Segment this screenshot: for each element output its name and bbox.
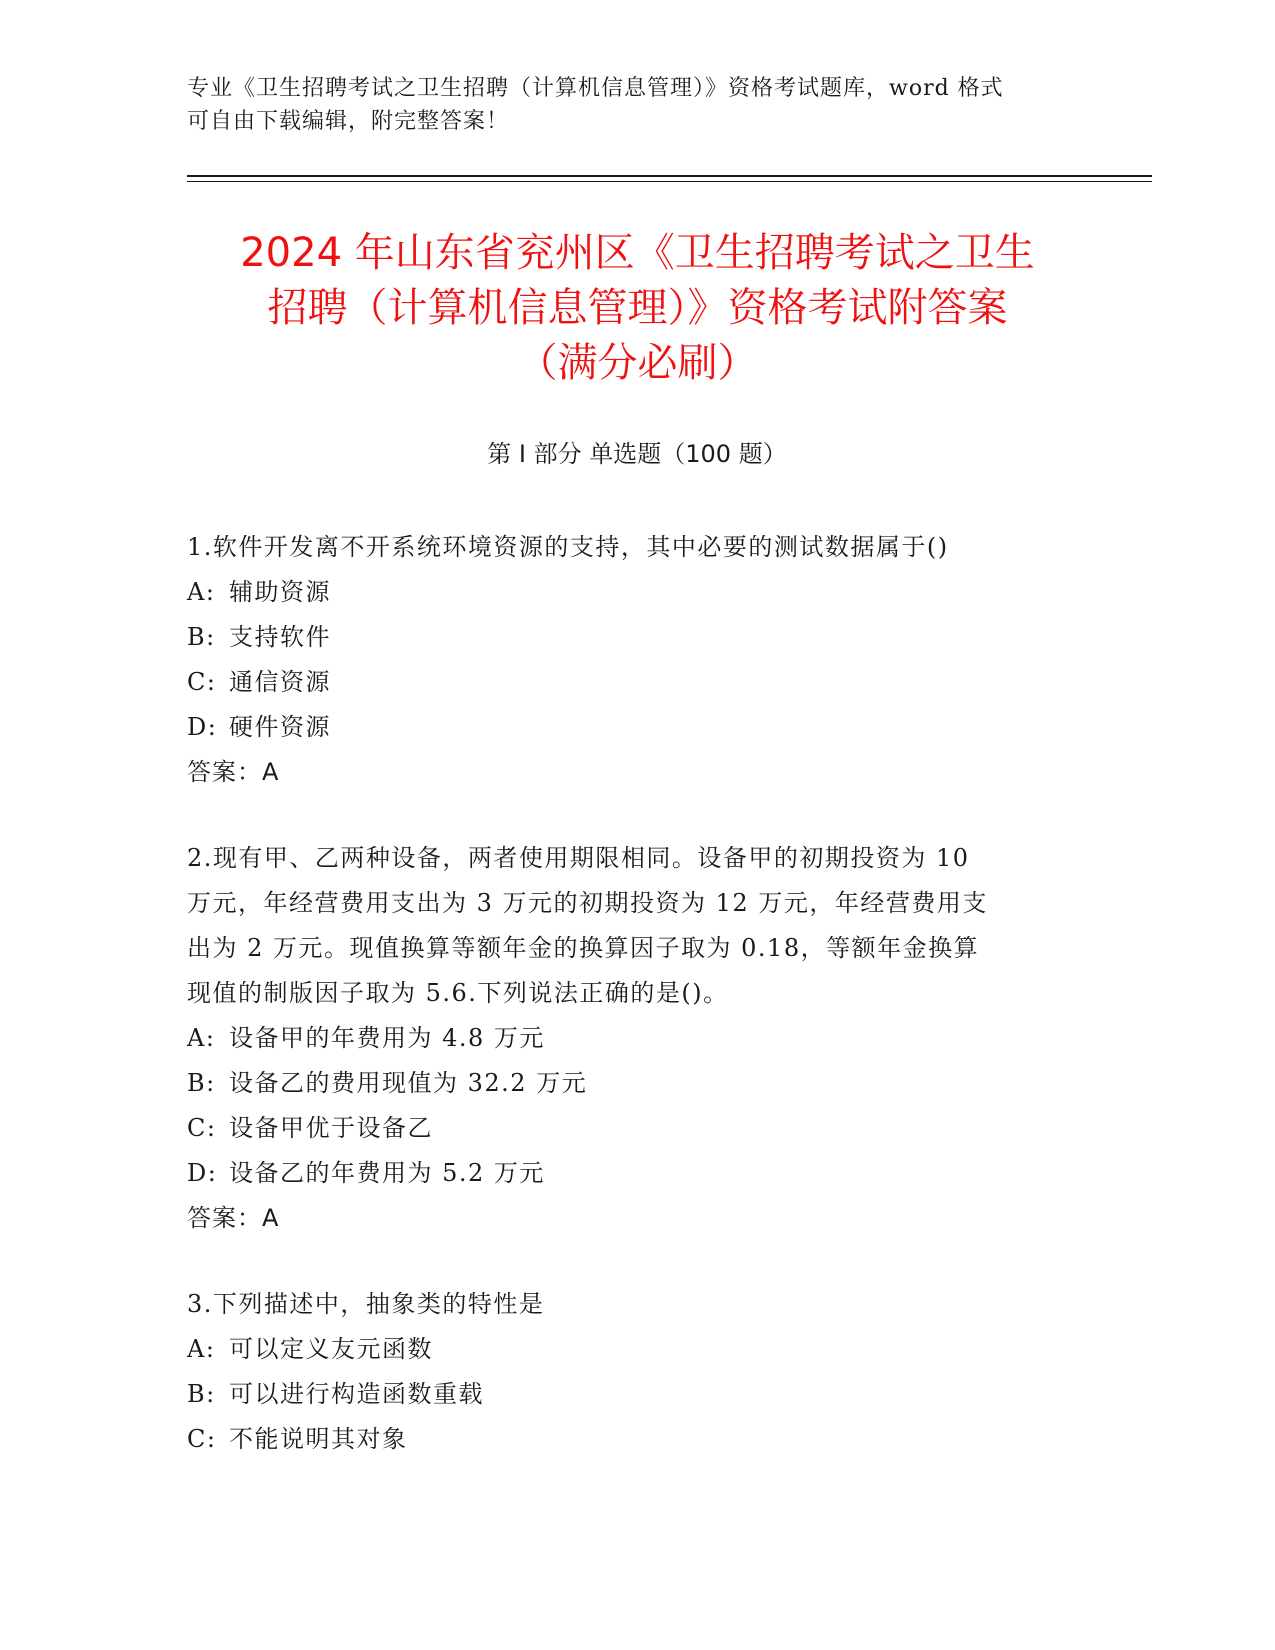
- header-divider-thick: [187, 175, 1152, 177]
- document-title: [160, 226, 1115, 391]
- question-stem: 2.现有甲、乙两种设备，两者使用期限相同。设备甲的初期投资为 10: [187, 844, 970, 872]
- header-note-line: 可自由下载编辑，附完整答案！: [187, 109, 510, 134]
- question-list: [187, 525, 1067, 1503]
- option-b: [187, 615, 1067, 660]
- option-text: 可以定义友元函数: [229, 1335, 433, 1363]
- option-text: 辅助资源: [229, 578, 331, 606]
- option-key: A:: [187, 1335, 216, 1363]
- header-note: [187, 72, 1067, 138]
- option-c: [187, 660, 1067, 705]
- option-c: [187, 1106, 1067, 1151]
- question-3: [187, 1282, 1067, 1462]
- option-text: 硬件资源: [229, 713, 331, 741]
- option-key: B:: [187, 1380, 216, 1408]
- option-text: 设备乙的年费用为 5.2 万元: [229, 1159, 545, 1187]
- question-1: [187, 525, 1067, 795]
- option-text: 设备乙的费用现值为 32.2 万元: [229, 1069, 588, 1097]
- question-stem: 现值的制版因子取为 5.6.下列说法正确的是()。: [187, 979, 729, 1007]
- option-text: 支持软件: [229, 623, 331, 651]
- option-d: [187, 705, 1067, 750]
- answer-line: 答案：A: [187, 758, 280, 786]
- option-key: C:: [187, 1114, 217, 1142]
- option-key: C:: [187, 668, 217, 696]
- option-b: [187, 1061, 1067, 1106]
- option-text: 设备甲的年费用为 4.8 万元: [229, 1024, 545, 1052]
- header-note-line: 专业《卫生招聘考试之卫生招聘（计算机信息管理）》资格考试题库，word 格式: [187, 76, 1004, 101]
- section-title: 第 I 部分 单选题（100 题）: [487, 440, 787, 468]
- title-line: 招聘（计算机信息管理）》资格考试附答案: [267, 285, 1008, 331]
- question-stem: 万元，年经营费用支出为 3 万元的初期投资为 12 万元，年经营费用支: [187, 889, 988, 917]
- title-line: （满分必刷）: [517, 340, 758, 386]
- question-stem: 3.下列描述中，抽象类的特性是: [187, 1290, 545, 1318]
- option-key: B:: [187, 623, 216, 651]
- option-a: [187, 570, 1067, 615]
- option-key: D:: [187, 1159, 218, 1187]
- option-key: C:: [187, 1425, 217, 1453]
- header-divider-thin: [187, 181, 1152, 182]
- title-line: 2024 年山东省兖州区《卫生招聘考试之卫生: [240, 230, 1035, 276]
- option-key: A:: [187, 1024, 216, 1052]
- option-text: 可以进行构造函数重载: [229, 1380, 484, 1408]
- option-d: [187, 1151, 1067, 1196]
- option-a: [187, 1327, 1067, 1372]
- option-a: [187, 1016, 1067, 1061]
- answer-line: 答案：A: [187, 1204, 280, 1232]
- question-stem: 1.软件开发离不开系统环境资源的支持，其中必要的测试数据属于(): [187, 533, 949, 561]
- question-2: [187, 836, 1067, 1241]
- option-c: [187, 1417, 1067, 1462]
- option-key: A:: [187, 578, 216, 606]
- option-text: 设备甲优于设备乙: [229, 1114, 433, 1142]
- option-b: [187, 1372, 1067, 1417]
- option-key: D:: [187, 713, 218, 741]
- option-text: 通信资源: [229, 668, 331, 696]
- option-key: B:: [187, 1069, 216, 1097]
- option-text: 不能说明其对象: [229, 1425, 408, 1453]
- question-stem: 出为 2 万元。现值换算等额年金的换算因子取为 0.18，等额年金换算: [187, 934, 980, 962]
